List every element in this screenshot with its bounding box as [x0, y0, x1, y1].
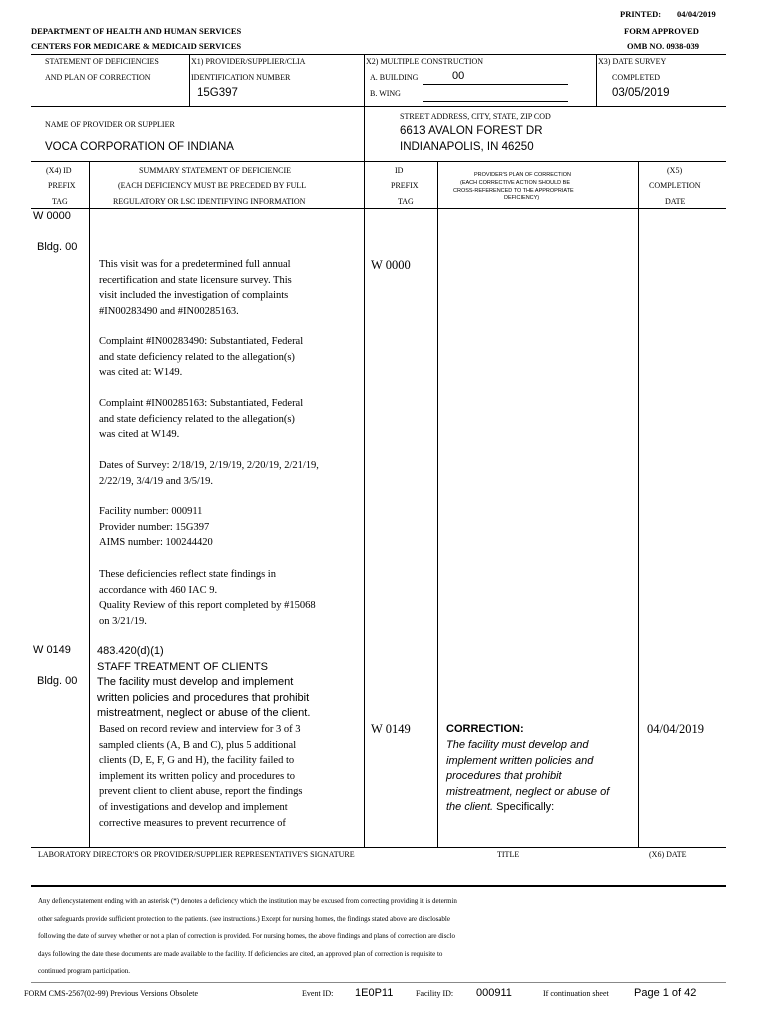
- x4-label: (X4) ID: [46, 166, 72, 175]
- entry2-finding: Based on record review and interview for 3 of 3 sampled clients (A, B and C), plus 5 additional clients (D, E, F, G and H), the facility failed to implement its written policy and procedures to prevent client to client abuse, report the findings of investigations and develop and implement corrective measures to prevent recurrence of: [99, 724, 303, 829]
- header-bottom-rule: [31, 161, 726, 162]
- entry2-regulation: 483.420(d)(1) STAFF TREATMENT OF CLIENTS The facility must develop and implement written policies and procedures that prohibit mistreatment, neglect or abuse of the client.: [97, 645, 311, 720]
- facility-id-value: 000911: [476, 987, 512, 999]
- x4-label-2: PREFIX: [48, 181, 76, 190]
- summary-label: SUMMARY STATEMENT OF DEFICIENCIE: [139, 166, 292, 175]
- entry2-building: Bldg. 00: [37, 675, 78, 687]
- address-street: 6613 AVALON FOREST DR: [400, 125, 543, 137]
- entry1-paragraph: Facility number: 000911 Provider number: 15G397 AIMS number: 100244420: [99, 506, 213, 549]
- x5-label-2: COMPLETION: [649, 181, 701, 190]
- title-label: TITLE: [497, 850, 520, 859]
- printed-label: PRINTED:: [620, 9, 662, 19]
- form-approved: FORM APPROVED: [624, 26, 699, 36]
- continuation-label: If continuation sheet: [543, 989, 609, 998]
- entry1-id-tag: W 0000: [371, 258, 411, 272]
- event-id-value: 1E0P11: [355, 987, 394, 999]
- date-survey-label: X3) DATE SURVEY: [598, 57, 667, 66]
- x4-label-3: TAG: [52, 197, 68, 206]
- x5-label: (X5): [667, 166, 683, 175]
- correction-label: CORRECTION:: [446, 723, 524, 735]
- building-label: A. BUILDING: [370, 73, 419, 82]
- wing-underline: [423, 101, 568, 102]
- entry1-paragraph: This visit was for a predetermined full annual recertification and state licensure survey. This visit included the investigation of complaints #IN00283490 and #IN00285163.: [99, 259, 292, 317]
- provider-name-label: NAME OF PROVIDER OR SUPPLIER: [45, 120, 175, 129]
- signature-label: LABORATORY DIRECTOR'S OR PROVIDER/SUPPLIER REPRESENTATIVE'S SIGNATURE: [38, 850, 355, 859]
- signature-rule: [31, 847, 726, 848]
- correction-text: The facility must develop and implement written policies and procedures that prohibit mistreatment, neglect or abuse of: [446, 739, 610, 798]
- address-city: INDIANAPOLIS, IN 46250: [400, 141, 534, 153]
- header-top-rule: [31, 54, 726, 55]
- date-survey-value: 03/05/2019: [612, 87, 670, 99]
- footer-rule: [31, 982, 726, 983]
- column-header-rule: [31, 208, 726, 209]
- facility-id-label: Facility ID:: [416, 989, 454, 998]
- provider-id-label-2: IDENTIFICATION NUMBER: [191, 73, 291, 82]
- plan-label-4: DEFICIENCY): [504, 195, 540, 201]
- provider-name-value: VOCA CORPORATION OF INDIANA: [45, 141, 234, 153]
- header-divider: [189, 54, 190, 106]
- form-number: FORM CMS-2567(02-99) Previous Versions Obsolete: [24, 989, 199, 998]
- date-survey-label-2: COMPLETED: [612, 73, 660, 82]
- omb-number: OMB NO. 0938-039: [627, 41, 700, 51]
- provider-id-value: 15G397: [197, 87, 238, 99]
- correction-last-line: the client. Specifically:: [446, 801, 555, 813]
- entry1-building: Bldg. 00: [37, 241, 78, 253]
- entry2-tag: W 0149: [33, 644, 71, 656]
- plan-label-3: CROSS-REFERENCED TO THE APPROPRIATE: [453, 188, 574, 194]
- cms-name: CENTERS FOR MEDICARE & MEDICAID SERVICES: [31, 41, 242, 51]
- id-label: ID: [395, 166, 404, 175]
- entry1-paragraph: These deficiencies reflect state findings in accordance with 460 IAC 9. Quality Review of this report completed by #15068 on 3/21/19.: [99, 569, 316, 627]
- id-label-3: TAG: [398, 197, 414, 206]
- signature-bottom-rule: [31, 885, 726, 887]
- entry2-id-tag: W 0149: [371, 722, 411, 736]
- building-value: 00: [452, 70, 465, 82]
- header-mid-rule: [31, 106, 726, 107]
- event-id-label: Event ID:: [302, 989, 334, 998]
- column-divider: [638, 161, 639, 847]
- statement-label-2: AND PLAN OF CORRECTION: [45, 73, 151, 82]
- wing-label: B. WING: [370, 89, 401, 98]
- header-divider: [364, 54, 365, 161]
- disclaimer-text: Any defiencystatement ending with an asterisk (*) denotes a deficiency which the institution may be excused from correcting providing it is determin other safeguards provide sufficient protection to the patients. (see instructions.) Except for nursing homes, the findings stated above are disclosable following the date of survey whether or not a plan of correction is provided. For nursing homes, the above findings and plans of correction are disclo days following the date these documents are made available to the facility. If deficiencies are cited, an approved plan of correction is requisite to continued program participation.: [38, 897, 457, 975]
- entry1-paragraph: Dates of Survey: 2/18/19, 2/19/19, 2/20/19, 2/21/19, 2/22/19, 3/4/19 and 3/5/19.: [99, 460, 319, 487]
- column-divider: [89, 161, 90, 847]
- entry1-paragraph: Complaint #IN00285163: Substantiated, Federal and state deficiency related to the allegation(s) was cited at W149.: [99, 398, 304, 441]
- x5-label-3: DATE: [665, 197, 686, 206]
- header-divider: [596, 54, 597, 106]
- address-label: STREET ADDRESS, CITY, STATE, ZIP COD: [400, 112, 551, 121]
- plan-label-2: (EACH CORRECTIVE ACTION SHOULD BE: [460, 180, 571, 186]
- provider-id-label: X1) PROVIDER/SUPPLIER/CLIA: [191, 57, 306, 66]
- printed-date: 04/04/2019: [677, 9, 716, 19]
- plan-label: PROVIDER'S PLAN OF CORRECTION: [474, 172, 572, 178]
- multiple-construction-label: X2) MULTIPLE CONSTRUCTION: [366, 57, 484, 66]
- column-divider: [364, 161, 365, 847]
- department-name: DEPARTMENT OF HEALTH AND HUMAN SERVICES: [31, 26, 242, 36]
- summary-label-2: (EACH DEFICIENCY MUST BE PRECEDED BY FULL: [118, 181, 307, 190]
- entry1-paragraph: Complaint #IN00283490: Substantiated, Federal and state deficiency related to the allegation(s) was cited at: W149.: [99, 336, 304, 379]
- id-label-2: PREFIX: [391, 181, 419, 190]
- page-number: Page 1 of 42: [634, 987, 697, 999]
- completion-date: 04/04/2019: [647, 722, 704, 736]
- column-divider: [437, 161, 438, 847]
- statement-label: STATEMENT OF DEFICIENCIES: [45, 57, 159, 66]
- building-underline: [423, 84, 568, 85]
- x6-date-label: (X6) DATE: [649, 850, 687, 859]
- summary-label-3: REGULATORY OR LSC IDENTIFYING INFORMATION: [113, 197, 306, 206]
- entry1-tag: W 0000: [33, 210, 71, 222]
